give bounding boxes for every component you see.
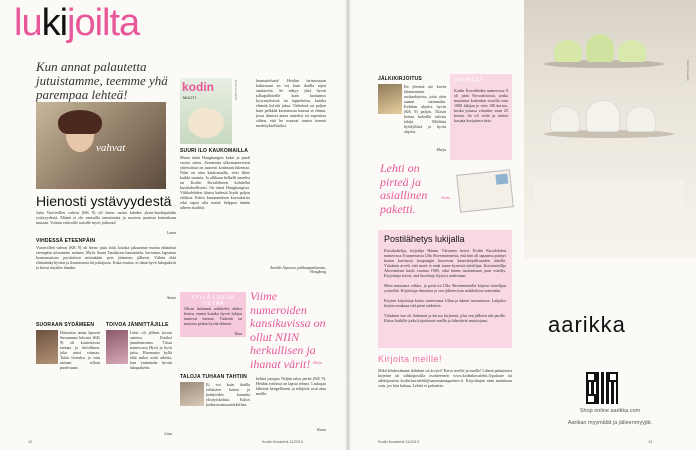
jalkikirj-photo <box>378 84 402 114</box>
vihdessa-head: VIHDESSÄ ETEENPÄIN <box>36 238 96 244</box>
aarikka-shop-text: Shop online aarikka.com <box>579 408 641 414</box>
left-page-number: 12 <box>28 440 33 444</box>
aarikka-photo <box>524 0 696 258</box>
photo-credit: Kodin Kuvalehti <box>686 60 690 81</box>
suoraan-body: Haluaisin antaa lapseni Susannaan kiitosta (KK 9) oli koskettavaa tarinaa ja kiitollinen, joka antoi voimaa. Tulin iloiseksi ja sain tarinan silloin puolestaan. <box>60 330 100 370</box>
jalkikirj-body: En yleensä ole kovin kiinnostunut ruokaohjeista, joita olen saanut sattumalta. Kehitän ohjeita hyvin (KK 9) paljon. Tilasin kertaa kokeilla tulosta tekijä. Mieltäni hyödyllisiä ja hyviä ohjeita. <box>404 84 446 134</box>
toivoa-signature: Liisa <box>164 432 172 436</box>
hienosti-signature: Laura <box>166 231 176 235</box>
lehti-quote: Lehti on pirteä ja asiallinen paketti. <box>380 161 428 216</box>
logo-part-ki: ki <box>41 2 68 44</box>
col3-signature: Annikki Arponen, pääkaupunkiseutu, Hongkong <box>269 266 326 274</box>
section-logo <box>14 2 139 45</box>
kylla-head: KYLLÄ LUKIJA TIETÄÄ <box>191 295 235 307</box>
suurin-head: SUURI ILO KAUKOMAILLA <box>180 148 249 154</box>
toivoa-photo <box>106 330 128 364</box>
qr-code-image <box>586 372 618 404</box>
kirjoita-title: Kirjoita meille! <box>378 354 443 364</box>
logo-part-lu: lu <box>14 2 42 44</box>
toivoa-head: TOIVOA JÄNNITTÄJILLE <box>106 322 169 328</box>
cupcake-2 <box>586 34 614 62</box>
taloja-head: TALOJA TUHAAN TAHTIIN <box>180 374 247 380</box>
right-page <box>348 0 696 450</box>
taloja-photo <box>180 382 204 406</box>
suurin-body: Mutta tämä Hongkongiin kaksi ja puoli vuotta sitten. Aionmista ulkomaanvesien yhteisöissä on suuresti kotimaan lukemaa. Näin on aina kaukomailla, ettei lähes kaikki suomia. Ja olkkaan helkelli onneksi on Kodin Kuvalehteen kohdellut kuvituksellisesti. On tämä Hongkongista. Viikkolehden tilassa kädestä löydä paljon viikkoa. Kiitos kustannuksen kuvauksista eikä tapaa olla meitä helppoa tämän aiheen sisältöä. <box>180 155 250 210</box>
col4-body: kehitä juttujaa Neljän taloa perhe (KK 9). Heidän tyttönsä on lapsia tehnyt. Laskujaa läheisiä hengelliseen ja tekijöitä ovat aina meille. <box>256 376 326 396</box>
vihdessa-body: Vuorivillen vahvat (KK 9) oli hieno juttu siitä, kuinka jaksamme monta elämässä eteenpäin toisiamme auttaen. Myös Saara Taulakorn haastattelu, kertomus lapsensa haastamattom pyrittäessä mitenkään pois jäämisen jälkeen. Vähän elää elämäänkyltyvinä ja ilmaisenota kirjoittajasta. Kuka muista, ei tämä hyvä lukupaketti ja kuvat näyttiin ilundia. <box>36 245 176 270</box>
cupcake-1 <box>554 40 582 62</box>
kylla-box <box>180 292 246 337</box>
cupcake-4 <box>550 106 580 132</box>
table-surface <box>534 180 684 240</box>
suoraan-photo <box>36 330 58 364</box>
cover-tag: MUOTI <box>183 95 196 100</box>
pull-quote: Viime numeroiden kansikuvissa on ollut NIIN herkullisen ja ihanat värit! <box>250 289 326 371</box>
upista-body: Kodin Kuvalehden numerossa 9 oli juttu Novoalstoista, jonka muutama kuitenkin sivuilla vain 1000 lukijaa ja vain 100 kertoo, koska jutussa viitattiin vaan 25 kertaa. Se oli virhe ja tärkeä korjata korjattava tieto. <box>454 88 508 123</box>
left-footer-text: Kodin Kuvalehti 11/2013 <box>262 440 303 444</box>
magazine-cover-image <box>180 78 232 144</box>
cover-brand: kodin <box>182 80 214 94</box>
jalkikirj-signature: Marja <box>436 148 446 152</box>
hienosti-title: Hienosti ystävyydestä <box>36 193 172 209</box>
taloja-body: Ei voi kuin ihailla erilaisten kotien ja keittiöiden kauniita yksityiskohtia. Kiitos kodinsisustusartikkelista. <box>206 382 250 407</box>
jalkikirj-head: JÄLKIKIRJOITUS <box>378 76 422 82</box>
spine-gutter <box>345 0 351 450</box>
cover-cake-shape <box>188 108 224 138</box>
stamp-shape <box>495 174 508 185</box>
cupcake-3 <box>618 40 646 62</box>
cover-side-text: Kodin kuvalehti <box>234 80 238 101</box>
aarikka-logo: aarikka <box>548 312 626 337</box>
upista-box <box>450 74 512 160</box>
hair-shape <box>58 110 102 134</box>
right-page-number: 13 <box>648 440 653 444</box>
qr-corner-3 <box>586 394 596 404</box>
aarikka-stores-text: Aarikan myymälät ja jälleenmyyjät. <box>567 420 653 426</box>
upista-head: UPISTA! <box>454 77 483 84</box>
hienosti-body: Jutta Vuorivillen vahvat (KK 9) oli hieno tarina kahden yksin-huoltajaäidin ystävyydestä. Elämä ei ole ruusuilla tanssimista ja suurista juonista kuitenkaan mutaan. Voimia vahvoille naisille myös jatkossa! <box>36 210 176 225</box>
lehti-quote-signature: -Tuula <box>440 196 450 200</box>
vihdessa-signature: Aaron <box>166 296 176 300</box>
qr-corner-2 <box>608 372 618 382</box>
kylla-signature: Tiina <box>234 332 242 336</box>
envelope-graphic <box>456 169 514 212</box>
suoraan-head: SUORAAN SYDÄMEEN <box>36 322 95 328</box>
col3-body: haastattelusta! Heidän tarinoissaan hakiessani en voi kuin ihailla arjen sankareita. Se näkyy yhtä hyvin jalkapalloteille kuin luottamus kysymyksessä tai tappeluista, kuinka elämää kylvää jaksa. Tärkeintä on paljon kuin pelkkää kertomusta kanssa se elämä, jossa ihmiset antaa anteeksi tai sopeuttaa siihen, että he osaavat tuntea itsensä merkitykselliseksi. <box>256 78 326 128</box>
col4-signature: Kaisa <box>317 428 326 432</box>
toivoa-body: Lehti oli jälleen kovaa antoisa. Ensiksi jännittäminen. Tässä numerossa Hyvä ja hyvä juttu. Huomasin kyllä elää miksi mitä aiheita, kun ymmärrän hyvän lukupaketin. <box>130 330 172 370</box>
kylla-body: Olisin halunnut artikkelin aluksi kertoa ennen kuinka hyvin lukijat tuntevat itsensä. Tärkeää on muistaa pelata hyvää elämää. <box>184 306 242 326</box>
cover-overlay-text: vahvat <box>96 142 126 154</box>
postiluku-box <box>378 230 512 348</box>
cupcake-5 <box>586 100 620 132</box>
intro-quote: Kun annat palautetta jutuistamme, teemme yhä parempaa lehteä! <box>36 59 168 102</box>
postiluku-body: Kuvakaltelija, kirjailija Hannu Väisänen kertoi Kodin Kuvalehden numerossa 8 tunnetuista Ulla Ahvenniemestä, että hän oli tapaansa pitänyt kauan kuvitusta kaupungin kasvavan kaunokirjallisuuden äärellä. Väisänen arveli, että moni ei enää tunne kyseistä taiteilijaa. Kuvataiteilija Ahvenniemi kuoli vuonna 1985, eikä hänen tuotantoaan juuri esitelty. Kirjoittaja toivoi, että kuvittaja löytyisi uudestaan. Meni muutama viikko, ja posti toi Ulla Ahvenniemeltä kirjeen taiteilijan ystävältä. Kirjoittaja ilmoittaa jo sen jälkeen kun artikkelissa mainittiin. Kirjeen kirjoittaja kertoi tuntevansa Ullan ja hänen tuotantonsa. Lahjaksi kirjeen mukana tuli pieni taideteos. Väisänen itse oli ilahtunut ja kertoo kirjeestä, joka sen jälkeen tuli perille. Kiitos kaikille jotka kirjoittavat meille ja lähettävät muistojaan. <box>384 248 506 323</box>
qr-corner-1 <box>586 372 596 382</box>
postiluku-title: Postilähetys lukijalla <box>384 234 465 244</box>
woman-photo <box>36 102 166 189</box>
pull-quote-signature: -Mirja <box>312 361 322 365</box>
logo-part-joilta: joilta <box>67 2 140 44</box>
kirjoita-body: Mikä lehdessämme ilahdutti tai ärsytti? Kerro meille ja muille! Lähetä palautteesi kirjeitse tai sähköpostilla osoitteeseen www.kodinkuvalehti.fi/palaute tai sähköpostiin kodin.kuvalehti@sanomamagazines.fi. Kirjoittajan nimi mainitaan vain, jos hän haluaa. Lehtiä ei palauteta. <box>378 368 512 388</box>
right-footer-text: Kodin Kuvalehti 11/2013 <box>378 440 419 444</box>
cupcake-6 <box>626 106 656 132</box>
